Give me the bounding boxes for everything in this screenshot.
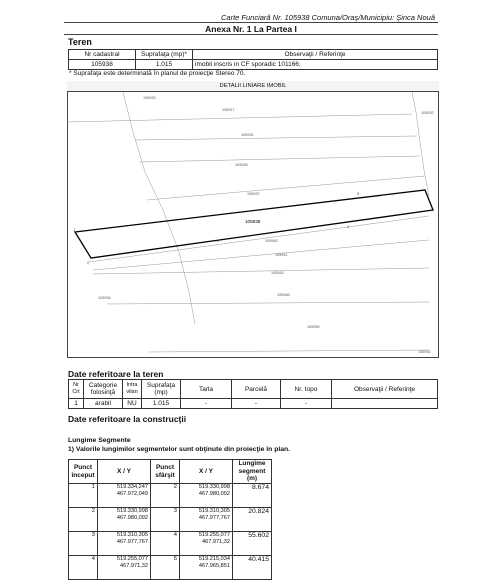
col-nr-cadastral: Nr cadastral bbox=[69, 50, 136, 60]
end-y: 467.980,092 bbox=[198, 490, 230, 497]
map-label-105941: 105941 bbox=[275, 253, 288, 257]
col-categorie: Categorie folosinţă bbox=[84, 380, 123, 399]
segment-end-coords bbox=[180, 556, 233, 580]
col-nr-topo: Nr. topo bbox=[281, 380, 332, 399]
point-label-1: 1 bbox=[73, 227, 76, 232]
map-boundary-line bbox=[147, 176, 425, 200]
cell-suprafata-mp: 1.015 bbox=[142, 399, 181, 409]
cell-tarla: - bbox=[181, 399, 232, 409]
start-x: 519.255,077 bbox=[116, 556, 148, 562]
col-tarla: Tarla bbox=[181, 380, 232, 399]
teren-section-title: Teren bbox=[68, 37, 92, 47]
map-boundary-line bbox=[93, 240, 429, 270]
teren-details-table bbox=[68, 379, 438, 409]
start-y: 467.972,049 bbox=[116, 490, 148, 497]
map-label-105934: 105934 bbox=[98, 296, 111, 300]
map-label-105931: 105931 bbox=[241, 133, 254, 137]
header-rule bbox=[64, 22, 438, 23]
col-nr-crt: Nr Crt bbox=[69, 380, 84, 399]
cell-nr-topo: - bbox=[281, 399, 332, 409]
end-x: 519.330,998 bbox=[198, 484, 230, 490]
segment-length: 20.824 bbox=[233, 508, 272, 532]
title-rule bbox=[64, 34, 438, 35]
cell-nr-cadastral: 105938 bbox=[69, 60, 136, 70]
cell-parcela: - bbox=[232, 399, 281, 409]
map-label-105937: 105937 bbox=[247, 192, 260, 196]
col-observatii: Observaţii / Referinţe bbox=[193, 50, 438, 60]
col-observatii-referinte: Observaţii / Referinţe bbox=[332, 380, 438, 399]
segment-row bbox=[69, 508, 272, 532]
map-label-105917: 105917 bbox=[222, 108, 235, 112]
map-label-105935: 105935 bbox=[235, 163, 248, 167]
point-label-5: 5 bbox=[357, 191, 360, 196]
end-y: 467.971,32 bbox=[202, 538, 230, 545]
segments-title: Lungime Segmente bbox=[68, 437, 131, 444]
start-y: 467.980,092 bbox=[116, 514, 148, 521]
map-label-105933: 105933 bbox=[143, 96, 156, 100]
segment-start-point: 1 bbox=[69, 484, 98, 508]
map-boundary-line bbox=[67, 114, 412, 122]
segment-end-point: 4 bbox=[151, 532, 180, 556]
map-label-105943: 105943 bbox=[271, 271, 284, 275]
start-x: 519.334,247 bbox=[116, 484, 148, 490]
map-boundary-line bbox=[135, 136, 417, 140]
map-label-105932: 105932 bbox=[421, 111, 434, 115]
segment-row bbox=[69, 484, 272, 508]
segment-row bbox=[69, 556, 272, 580]
col-xy-start: X / Y bbox=[98, 460, 151, 484]
map-boundary-line bbox=[107, 302, 429, 304]
col-parcela: Parcelă bbox=[232, 380, 281, 399]
map-label-105950: 105950 bbox=[307, 325, 320, 329]
col-punct-inceput: Punct început bbox=[69, 460, 98, 484]
teren-details-title: Date referitoare la teren bbox=[68, 369, 164, 379]
cf-reference-header: Carte Funciară Nr. 105938 Comuna/Oraş/Municipiu: Şinca Nouă bbox=[221, 13, 435, 22]
segment-start-point: 3 bbox=[69, 532, 98, 556]
segment-length: 8.674 bbox=[233, 484, 272, 508]
segment-length: 40.415 bbox=[233, 556, 272, 580]
end-x: 519.215,034 bbox=[198, 556, 230, 562]
map-label-105940: 105940 bbox=[265, 239, 278, 243]
map-boundary-line bbox=[139, 156, 420, 162]
segment-end-coords bbox=[180, 484, 233, 508]
end-y: 467.977,767 bbox=[198, 514, 230, 521]
parcel-map bbox=[67, 92, 439, 358]
point-label-3: 3 bbox=[217, 238, 220, 243]
segment-end-coords bbox=[180, 508, 233, 532]
map-header: DETALII LINIARE IMOBIL bbox=[67, 81, 439, 92]
segment-start-coords bbox=[98, 508, 151, 532]
cell-observatii-referinte bbox=[332, 399, 438, 409]
teren-table bbox=[68, 49, 438, 70]
segments-table bbox=[68, 459, 272, 580]
map-boundary-line bbox=[93, 268, 429, 274]
cell-suprafata: 1.015 bbox=[136, 60, 193, 70]
point-label-2: 2 bbox=[87, 260, 90, 265]
col-punct-sfarsit: Punct sfârşit bbox=[151, 460, 180, 484]
surface-note: * Suprafaţa este determinată în planul de proiecţie Stereo 70. bbox=[69, 70, 246, 77]
end-x: 519.310,305 bbox=[198, 508, 230, 514]
segments-subtitle: 1) Valorile lungimilor segmentelor sunt obţinute din proiecţie în plan. bbox=[68, 446, 291, 453]
col-lungime-segment: Lungime segment (m) bbox=[233, 460, 272, 484]
segment-start-point: 2 bbox=[69, 508, 98, 532]
segment-start-coords bbox=[98, 532, 151, 556]
col-suprafata: Suprafaţa (mp)* bbox=[136, 50, 193, 60]
segment-start-coords bbox=[98, 484, 151, 508]
map-label-105946: 105946 bbox=[277, 293, 290, 297]
map-boundary-line bbox=[123, 92, 195, 324]
end-x: 519.255,077 bbox=[198, 532, 230, 538]
segment-end-coords bbox=[180, 532, 233, 556]
map-boundary-line bbox=[149, 350, 429, 352]
start-y: 467.977,767 bbox=[116, 538, 148, 545]
col-intravilan: Intra vilan bbox=[123, 380, 142, 399]
annex-title: Anexa Nr. 1 La Partea I bbox=[205, 24, 297, 34]
segment-start-coords bbox=[98, 556, 151, 580]
col-xy-end: X / Y bbox=[180, 460, 233, 484]
segment-length: 55.602 bbox=[233, 532, 272, 556]
cell-observatii: imobil inscris in CF sporadic 101166; bbox=[193, 60, 438, 70]
end-y: 467.965,851 bbox=[198, 562, 230, 569]
segment-start-point: 4 bbox=[69, 556, 98, 580]
parcel-105938-outline bbox=[75, 190, 433, 258]
parcel-label: 105938 bbox=[245, 219, 261, 224]
segment-end-point: 5 bbox=[151, 556, 180, 580]
col-suprafata-mp: Suprafaţa (mp) bbox=[142, 380, 181, 399]
point-label-4: 4 bbox=[347, 224, 350, 229]
segment-end-point: 3 bbox=[151, 508, 180, 532]
cell-categorie: arabil bbox=[84, 399, 123, 409]
start-y: 467.971,32 bbox=[120, 562, 148, 569]
cell-intravilan: NU bbox=[123, 399, 142, 409]
constructii-title: Date referitoare la construcţii bbox=[68, 414, 187, 424]
cell-nr-crt: 1 bbox=[69, 399, 84, 409]
map-label-105930: 105930 bbox=[418, 350, 431, 354]
map-boundary-line bbox=[412, 92, 429, 196]
start-x: 519.330,998 bbox=[116, 508, 148, 514]
segment-end-point: 2 bbox=[151, 484, 180, 508]
start-x: 519.310,305 bbox=[116, 532, 148, 538]
segment-row bbox=[69, 532, 272, 556]
